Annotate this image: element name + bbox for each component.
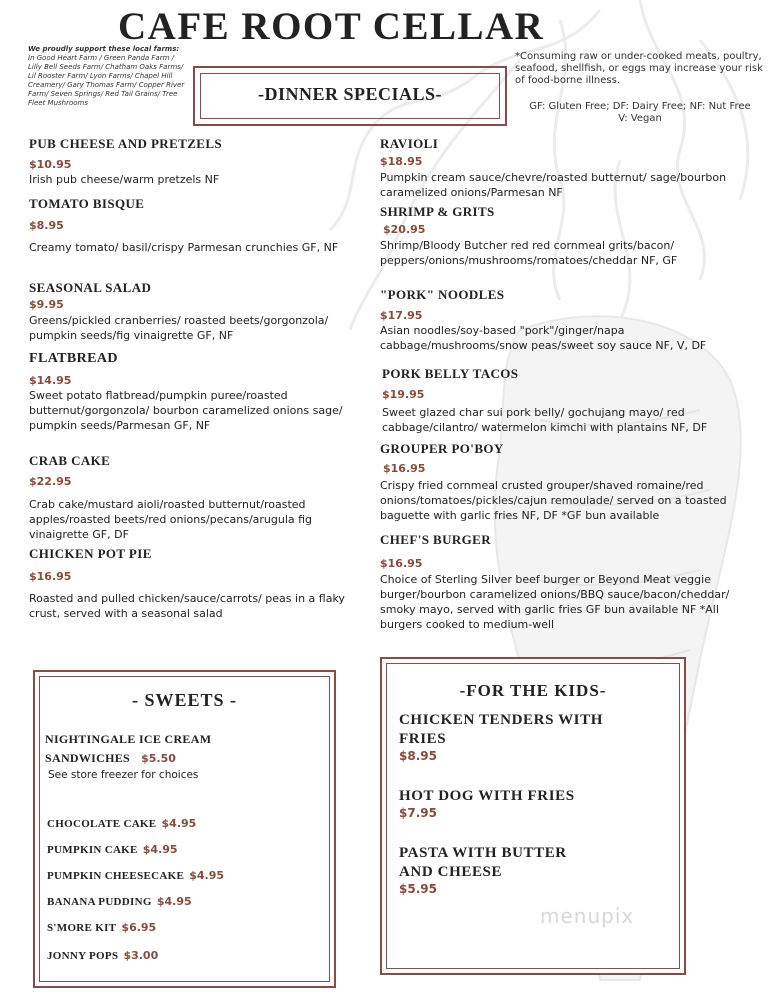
local-farms-heading: We proudly support these local farms: [28, 45, 180, 53]
item-price: $4.95 [142, 843, 178, 856]
item-description: Choice of Sterling Silver beef burger or Beyond Meat veggie burger/bourbon caramelized onions/BBQ sauce/bacon/cheddar/ smoky mayo, served with garlic fries GF bun available NF *All burgers cooked to medium-well [380, 573, 730, 631]
item-description: See store freezer for choices [48, 769, 199, 781]
menu-item [29, 136, 349, 187]
item-price: $8.95 [29, 219, 64, 232]
item-name-line-1: CHICKEN TENDERS WITH [399, 712, 603, 728]
item-description: Sweet glazed char sui pork belly/ gochujang mayo/ red cabbage/cilantro/ watermelon kimchi with plantains NF, DF [382, 406, 708, 434]
item-price: $10.95 [29, 158, 72, 171]
item-description: Asian noodles/soy-based "pork"/ginger/napa cabbage/mushrooms/snow peas/sweet soy sauce NF, V, DF [380, 324, 707, 352]
item-description: Sweet potato flatbread/pumpkin puree/roasted butternut/gorgonzola/ bourbon caramelized onions sage/ pumpkin seeds/Parmesan GF, NF [29, 389, 343, 432]
dietary-legend [515, 101, 765, 125]
item-price: $8.95 [399, 749, 437, 763]
sweets-featured-item [45, 732, 211, 783]
item-name-line-2: SANDWICHES [45, 751, 131, 765]
item-name: CHEF'S BURGER [380, 532, 492, 547]
item-name: SEASONAL SALAD [29, 280, 152, 295]
menu-item [380, 441, 745, 523]
item-price: $5.50 [141, 752, 176, 765]
item-description: Shrimp/Bloody Butcher red red cornmeal grits/bacon/ peppers/onions/mushrooms/romatoes/cheddar NF, GF [380, 239, 678, 267]
item-price: $6.95 [121, 921, 157, 934]
item-name: PUMPKIN CAKE [47, 844, 138, 856]
item-name: PUB CHEESE AND PRETZELS [29, 136, 223, 151]
item-description: Greens/pickled cranberries/ roasted beets/gorgonzola/ pumpkin seeds/fig vinaigrette GF, NF [29, 314, 329, 342]
sweets-list [47, 812, 224, 970]
item-name: PUMPKIN CHEESECAKE [47, 870, 185, 882]
item-name-line-2: FRIES [399, 731, 447, 747]
sweets-list-item [47, 916, 224, 944]
kids-title: -FOR THE KIDS- [459, 681, 607, 700]
dietary-legend-line-2: V: Vegan [618, 113, 662, 124]
item-name-line-1: PASTA WITH BUTTER [399, 845, 567, 861]
item-name: RAVIOLI [380, 136, 439, 151]
menu-item [380, 532, 745, 632]
item-name: FLATBREAD [29, 351, 118, 366]
menu-item [380, 204, 745, 268]
sweets-title: - SWEETS - [131, 690, 238, 710]
kids-item [399, 787, 669, 820]
item-price: $7.95 [399, 806, 437, 820]
dietary-legend-line-1: GF: Gluten Free; DF: Dairy Free; NF: Nut Free [529, 101, 751, 112]
local-farms-list: In Good Heart Farm / Green Panda Farm / Lilly Bell Seeds Farm/ Chatham Oaks Farms/ Lil Rooster Farm/ Lyon Farms/ Chapel Hill Creamery/ Gary Thomas Farm/ Copper River Farm/ Seven Springs/ Red Tail Grains/ Tree Fleet Mushrooms [28, 54, 185, 107]
item-name: "PORK" NOODLES [380, 287, 505, 302]
menu-item [29, 351, 349, 433]
menu-item [29, 546, 349, 621]
sweets-list-item [47, 864, 224, 890]
item-name-line-1: HOT DOG WITH FRIES [399, 788, 575, 804]
kids-item [399, 711, 669, 763]
item-name: SHRIMP & GRITS [380, 204, 495, 219]
kids-item [399, 844, 669, 896]
kids-panel [380, 657, 686, 975]
item-price: $19.95 [382, 388, 425, 401]
sweets-list-item [47, 812, 224, 838]
item-price: $16.95 [29, 570, 72, 583]
menu-item [382, 366, 747, 435]
item-description: Creamy tomato/ basil/crispy Parmesan crunchies GF, NF [29, 241, 339, 254]
item-name: JONNY POPS [47, 950, 119, 962]
menu-item [380, 287, 745, 353]
item-name: CHICKEN POT PIE [29, 546, 152, 561]
item-description: Crispy fried cornmeal crusted grouper/shaved romaine/red onions/tomatoes/pickles/cajun remoulade/ served on a toasted baguette with garlic fries NF, DF *GF bun available [380, 479, 727, 522]
sweets-list-item [47, 944, 224, 970]
dinner-specials-banner [193, 66, 507, 126]
menu-item [29, 196, 349, 255]
item-price: $9.95 [29, 298, 64, 311]
item-name: CHOCOLATE CAKE [47, 818, 157, 830]
item-name: GROUPER PO'BOY [380, 441, 504, 456]
item-name: TOMATO BISQUE [29, 196, 145, 211]
restaurant-title: CAFE ROOT CELLAR [118, 5, 545, 48]
item-price: $5.95 [399, 882, 437, 896]
item-price: $3.00 [123, 949, 159, 962]
item-price: $4.95 [156, 895, 192, 908]
item-price: $4.95 [161, 817, 197, 830]
item-price: $22.95 [29, 475, 72, 488]
item-price: $20.95 [383, 223, 426, 236]
menupix-watermark: menupix [540, 904, 635, 928]
sweets-list-item [47, 890, 224, 916]
item-name: BANANA PUDDING [47, 896, 152, 908]
menu-item [29, 280, 349, 343]
item-price: $17.95 [380, 309, 423, 322]
item-price: $14.95 [29, 374, 72, 387]
item-description: Crab cake/mustard aioli/roasted butternut/roasted apples/roasted beets/red onions/pecans/arugula fig vinaigrette GF, DF [29, 498, 313, 541]
menu-item [380, 136, 745, 200]
item-name-line-2: AND CHEESE [399, 864, 503, 880]
item-description: Pumpkin cream sauce/chevre/roasted butternut/ sage/bourbon caramelized onions/Parmesan NF [380, 171, 727, 199]
menu-item [29, 453, 349, 542]
dinner-specials-title: -DINNER SPECIALS- [257, 84, 443, 104]
local-farms-note [28, 45, 188, 108]
item-description: Irish pub cheese/warm pretzels NF [29, 173, 220, 186]
item-name-line-1: NIGHTINGALE ICE CREAM [45, 732, 212, 746]
sweets-list-item [47, 838, 224, 864]
item-price: $16.95 [380, 557, 423, 570]
sweets-panel [33, 670, 336, 988]
item-description: Roasted and pulled chicken/sauce/carrots/ peas in a flaky crust, served with a seasonal salad [29, 592, 345, 620]
item-price: $4.95 [189, 869, 224, 882]
item-name: CRAB CAKE [29, 453, 111, 468]
item-name: PORK BELLY TACOS [382, 366, 519, 381]
item-price: $16.95 [383, 462, 426, 475]
food-safety-notice: *Consuming raw or under-cooked meats, poultry, seafood, shellfish, or eggs may increase your risk of food-borne illness. [515, 51, 763, 86]
item-price: $18.95 [380, 155, 423, 168]
item-name: S'MORE KIT [47, 922, 117, 934]
